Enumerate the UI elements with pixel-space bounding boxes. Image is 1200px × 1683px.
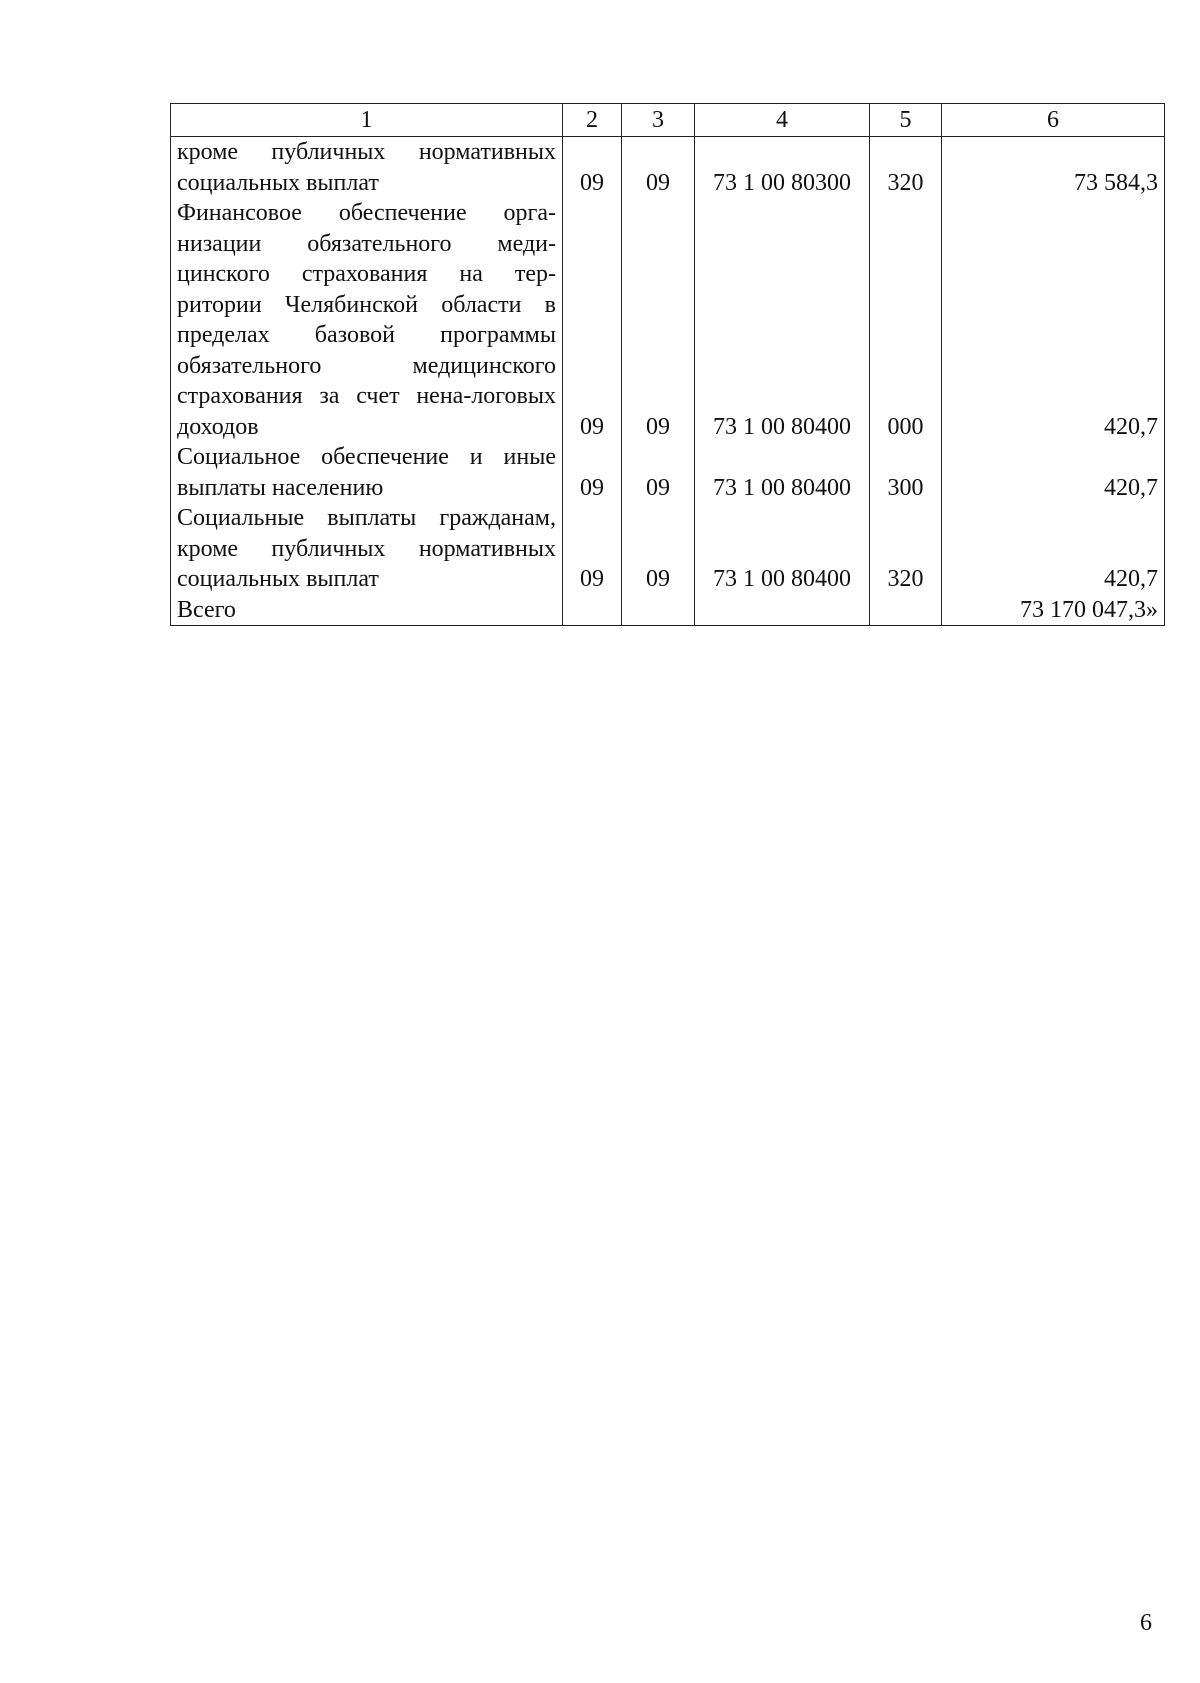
row-expense-type: 300 — [870, 442, 942, 503]
header-col-4: 4 — [695, 104, 870, 137]
budget-table — [170, 103, 1165, 626]
header-col-2: 2 — [563, 104, 622, 137]
row-target-article: 73 1 00 80400 — [695, 442, 870, 503]
row-name: Социальное обеспечение и иные выплаты населению — [171, 442, 563, 503]
row-subsection: 09 — [622, 503, 695, 595]
row-expense-type: 320 — [870, 137, 942, 199]
row-amount: 73 584,3 — [942, 137, 1165, 199]
row-target-article: 73 1 00 80300 — [695, 137, 870, 199]
table-header-row — [171, 104, 1165, 137]
table-row — [171, 198, 1165, 442]
header-col-6: 6 — [942, 104, 1165, 137]
header-col-5: 5 — [870, 104, 942, 137]
row-expense-type: 320 — [870, 503, 942, 595]
total-amount: 73 170 047,3» — [942, 595, 1165, 626]
row-amount: 420,7 — [942, 442, 1165, 503]
row-name: Финансовое обеспечение орга-низации обязательного меди-цинского страхования на тер-ритории Челябинской области в пределах базовой программы обязательного медицинского страхования за счет нена-логовых доходов — [171, 198, 563, 442]
row-section: 09 — [563, 198, 622, 442]
row-expense-type: 000 — [870, 198, 942, 442]
total-empty-cell — [695, 595, 870, 626]
row-subsection: 09 — [622, 137, 695, 199]
total-empty-cell — [563, 595, 622, 626]
total-empty-cell — [622, 595, 695, 626]
row-subsection: 09 — [622, 442, 695, 503]
row-target-article: 73 1 00 80400 — [695, 198, 870, 442]
row-target-article: 73 1 00 80400 — [695, 503, 870, 595]
total-empty-cell — [870, 595, 942, 626]
table-row — [171, 442, 1165, 503]
row-name: Социальные выплаты гражданам, кроме публичных нормативных социальных выплат — [171, 503, 563, 595]
row-section: 09 — [563, 137, 622, 199]
table-total-row — [171, 595, 1165, 626]
page-number: 6 — [1140, 1610, 1152, 1636]
row-amount: 420,7 — [942, 503, 1165, 595]
row-section: 09 — [563, 442, 622, 503]
header-col-3: 3 — [622, 104, 695, 137]
row-section: 09 — [563, 503, 622, 595]
table-row — [171, 503, 1165, 595]
header-col-1: 1 — [171, 104, 563, 137]
row-amount: 420,7 — [942, 198, 1165, 442]
row-subsection: 09 — [622, 198, 695, 442]
total-label: Всего — [171, 595, 563, 626]
row-name: кроме публичных нормативных социальных выплат — [171, 137, 563, 199]
table-row — [171, 137, 1165, 199]
